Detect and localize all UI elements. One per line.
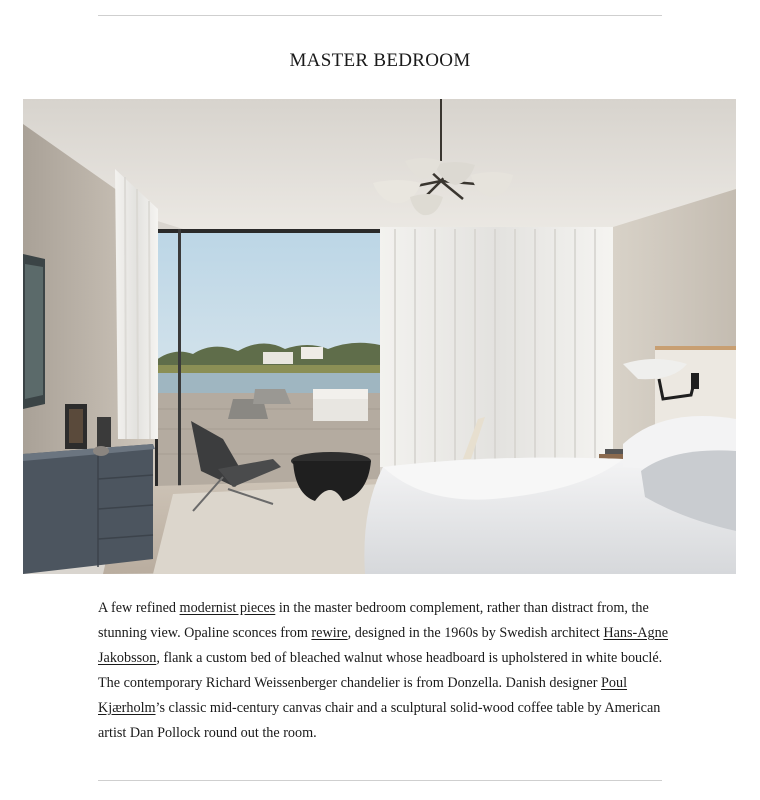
caption-text-3: , designed in the 1960s by Swedish architect [347, 625, 604, 641]
caption-text-5: ’s classic mid-century canvas chair and a sculptural solid-wood coffee table by American artist Dan Pollock round out the room. [98, 700, 661, 741]
bedroom-photo [23, 99, 736, 574]
top-divider [98, 15, 662, 16]
caption-text-4: , flank a custom bed of bleached walnut whose headboard is upholstered in white bouclé. The contemporary Richard Weissenberger chandelier is from Donzella. Danish designer [98, 650, 663, 691]
photo-caption [98, 596, 668, 746]
modernist-pieces-link[interactable]: modernist pieces [179, 600, 276, 616]
poul-kjaerholm-link[interactable]: Poul Kjærholm [98, 675, 628, 716]
rewire-link[interactable]: rewire [311, 625, 348, 641]
hans-agne-jakobsson-link[interactable]: Hans-Agne Jakobsson [98, 625, 669, 666]
section-title: MASTER BEDROOM [289, 50, 471, 71]
bottom-divider [98, 780, 662, 781]
caption-text-2: in the master bedroom complement, rather than distract from, the stunning view. Opaline sconces from [98, 600, 649, 641]
caption-text-1: A few refined [98, 600, 180, 616]
